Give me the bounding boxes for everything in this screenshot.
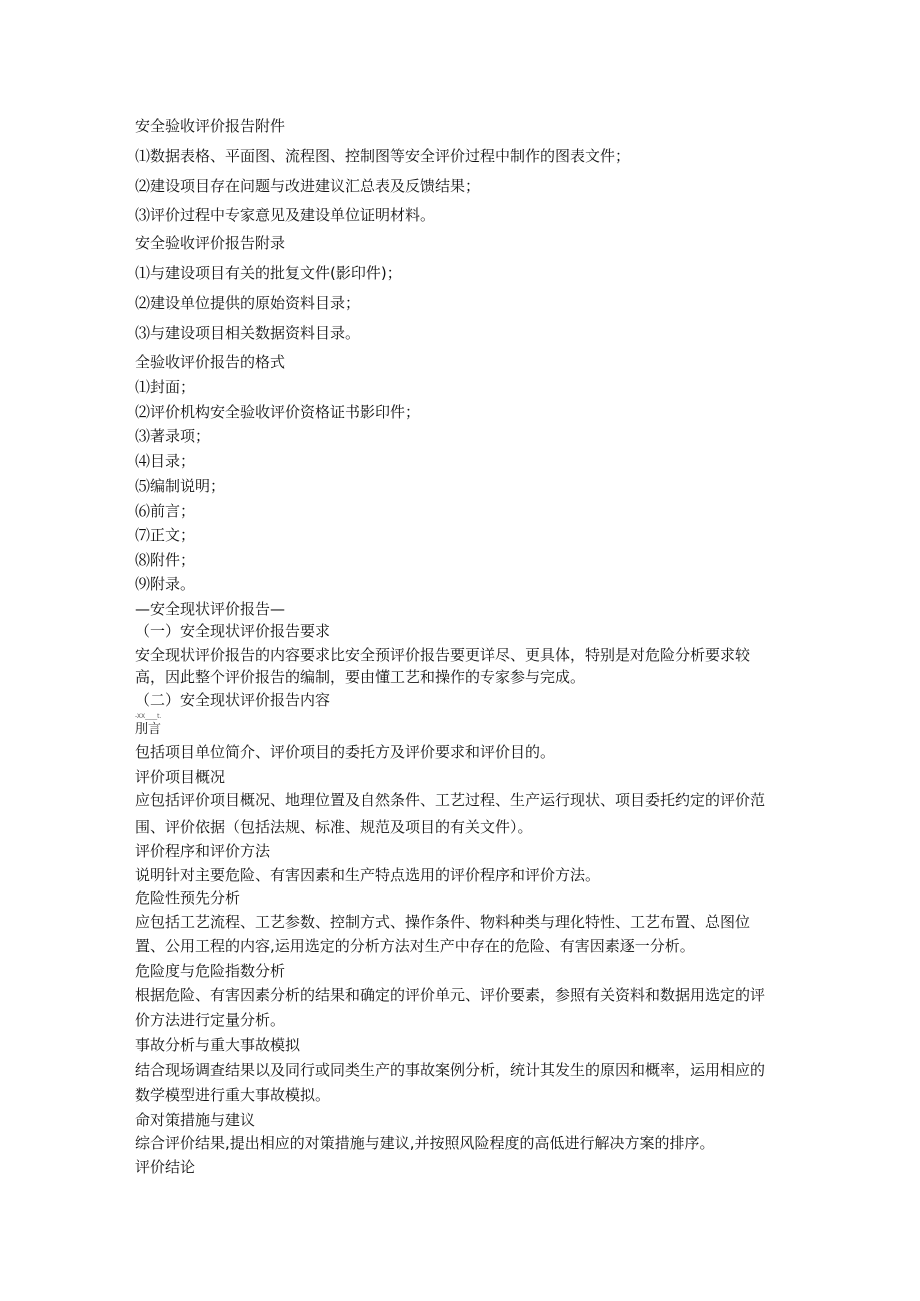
chapter-heading: —安全现状评价报告—: [135, 600, 286, 618]
paragraph-line: 综合评价结果,提出相应的对策措施与建议,并按照风险程度的高低进行解决方案的排序。: [135, 1134, 715, 1152]
paragraph-line: 结合现场调查结果以及同行或同类生产的事故案例分析，统计其发生的原因和概率，运用相应的: [135, 1061, 766, 1079]
list-item: ⑹前言；: [135, 502, 196, 520]
paragraph-line: 说明针对主要危险、有害因素和生产特点选用的评价程序和评价方法。: [135, 866, 601, 884]
list-item: ⑴数据表格、平面图、流程图、控制图等安全评价过程中制作的图表文件；: [135, 147, 631, 165]
subheading: 命对策措施与建议: [135, 1111, 256, 1129]
subheading: 评价项目概况: [135, 768, 226, 786]
subheading: 事故分析与重大事故模拟: [135, 1036, 301, 1054]
subheading: 评价程序和评价方法: [135, 842, 271, 860]
list-item: ⑵建设项目存在问题与改进建议汇总表及反馈结果；: [135, 177, 481, 195]
artifact-text: -XX____t.: [135, 713, 162, 720]
list-item: ⑵建设单位提供的原始资料目录；: [135, 294, 361, 312]
subheading: 刖言: [135, 722, 162, 737]
section-heading: 安全验收评价报告附件: [135, 117, 286, 135]
list-item: ⑶著录项；: [135, 427, 211, 445]
paragraph-line: 高，因此整个评价报告的编制，要由懂工艺和操作的专家参与完成。: [135, 668, 586, 686]
paragraph-line: 安全现状评价报告的内容要求比安全预评价报告要更详尽、更具体，特别是对危险分析要求较: [135, 646, 751, 664]
paragraph-line: 围、评价依据（包括法规、标准、规范及项目的有关文件）。: [135, 818, 533, 836]
section-heading: 全验收评价报告的格式: [135, 353, 286, 371]
paragraph-line: 应包括工艺流程、工艺参数、控制方式、操作条件、物料种类与理化特性、工艺布置、总图位: [135, 913, 751, 931]
paragraph-line: 置、公用工程的内容,运用选定的分析方法对生产中存在的危险、有害因素逐一分析。: [135, 937, 695, 955]
list-item: ⑴封面；: [135, 378, 196, 396]
list-item: ⑺正文；: [135, 526, 196, 544]
section-heading: 安全验收评价报告附录: [135, 234, 286, 252]
list-item: ⑴与建设项目有关的批复文件(影印件)；: [135, 264, 402, 282]
paragraph-line: 根据危险、有害因素分析的结果和确定的评价单元、评价要素，参照有关资料和数据用选定的评: [135, 986, 766, 1004]
section-heading: （二）安全现状评价报告内容: [135, 691, 331, 709]
subheading: 危险性预先分析: [135, 889, 241, 907]
paragraph-line: 应包括评价项目概况、地理位置及自然条件、工艺过程、生产运行现状、项目委托约定的评价范: [135, 791, 766, 809]
section-heading: （一）安全现状评价报告要求: [135, 622, 331, 640]
list-item: ⑷目录；: [135, 452, 196, 470]
list-item: ⑸编制说明；: [135, 477, 226, 495]
list-item: ⑶评价过程中专家意见及建设单位证明材料。: [135, 206, 436, 224]
list-item: ⑶与建设项目相关数据资料目录。: [135, 324, 361, 342]
paragraph-line: 价方法进行定量分析。: [135, 1011, 286, 1029]
paragraph-line: 包括项目单位简介、评价项目的委托方及评价要求和评价目的。: [135, 743, 556, 761]
list-item: ⑼附录。: [135, 575, 196, 593]
list-item: ⑻附件；: [135, 551, 196, 569]
list-item: ⑵评价机构安全验收评价资格证书影印件；: [135, 403, 421, 421]
subheading: 评价结论: [135, 1158, 196, 1176]
paragraph-line: 数学模型进行重大事故模拟。: [135, 1086, 331, 1104]
subheading: 危险度与危险指数分析: [135, 962, 286, 980]
